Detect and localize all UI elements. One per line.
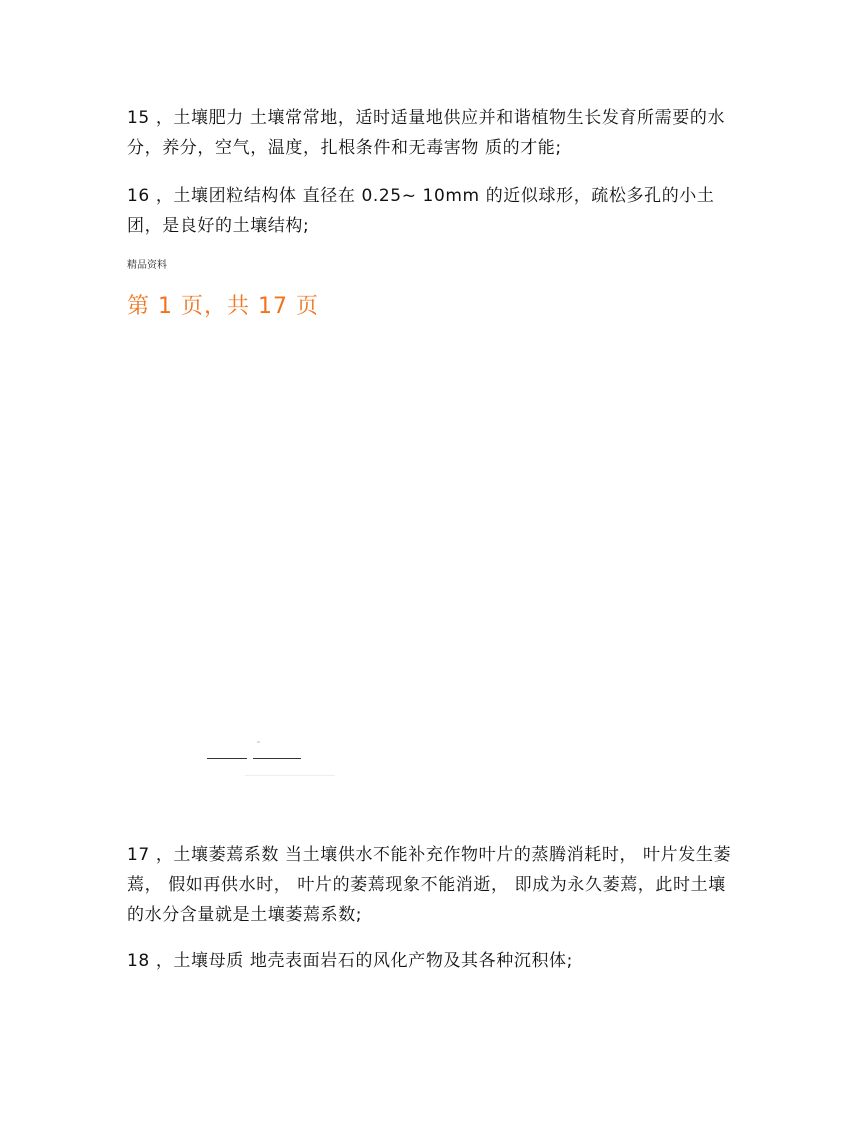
paragraph-18: 18 ，土壤母质 地壳表面岩石的风化产物及其各种沉积体; [127, 951, 573, 971]
page-indicator: 第 1 页，共 17 页 [127, 294, 319, 319]
faint-divider [245, 775, 335, 776]
paragraph-15: 15 ，土壤肥力 土壤常常地，适时适量地供应并和谐植物生长发育所需要的水分，养分，空气，温度，扎根条件和无毒害物 质的才能; [127, 108, 726, 158]
quality-label: 精品资料 [127, 260, 167, 271]
divider-left [207, 758, 247, 759]
decorative-mark [257, 741, 260, 743]
paragraph-17: 17 ，土壤萎蔫系数 当土壤供水不能补充作物叶片的蒸腾消耗时， 叶片发生萎蔫， 假如再供水时， 叶片的萎蔫现象不能消逝， 即成为永久萎蔫，此时土壤的水分含量就是土壤萎蔫系数; [127, 845, 732, 925]
divider-right [253, 758, 301, 759]
paragraph-16: 16 ，土壤团粒结构体 直径在 0.25~ 10mm 的近似球形，疏松多孔的小土团，是良好的土壤结构; [127, 186, 715, 236]
